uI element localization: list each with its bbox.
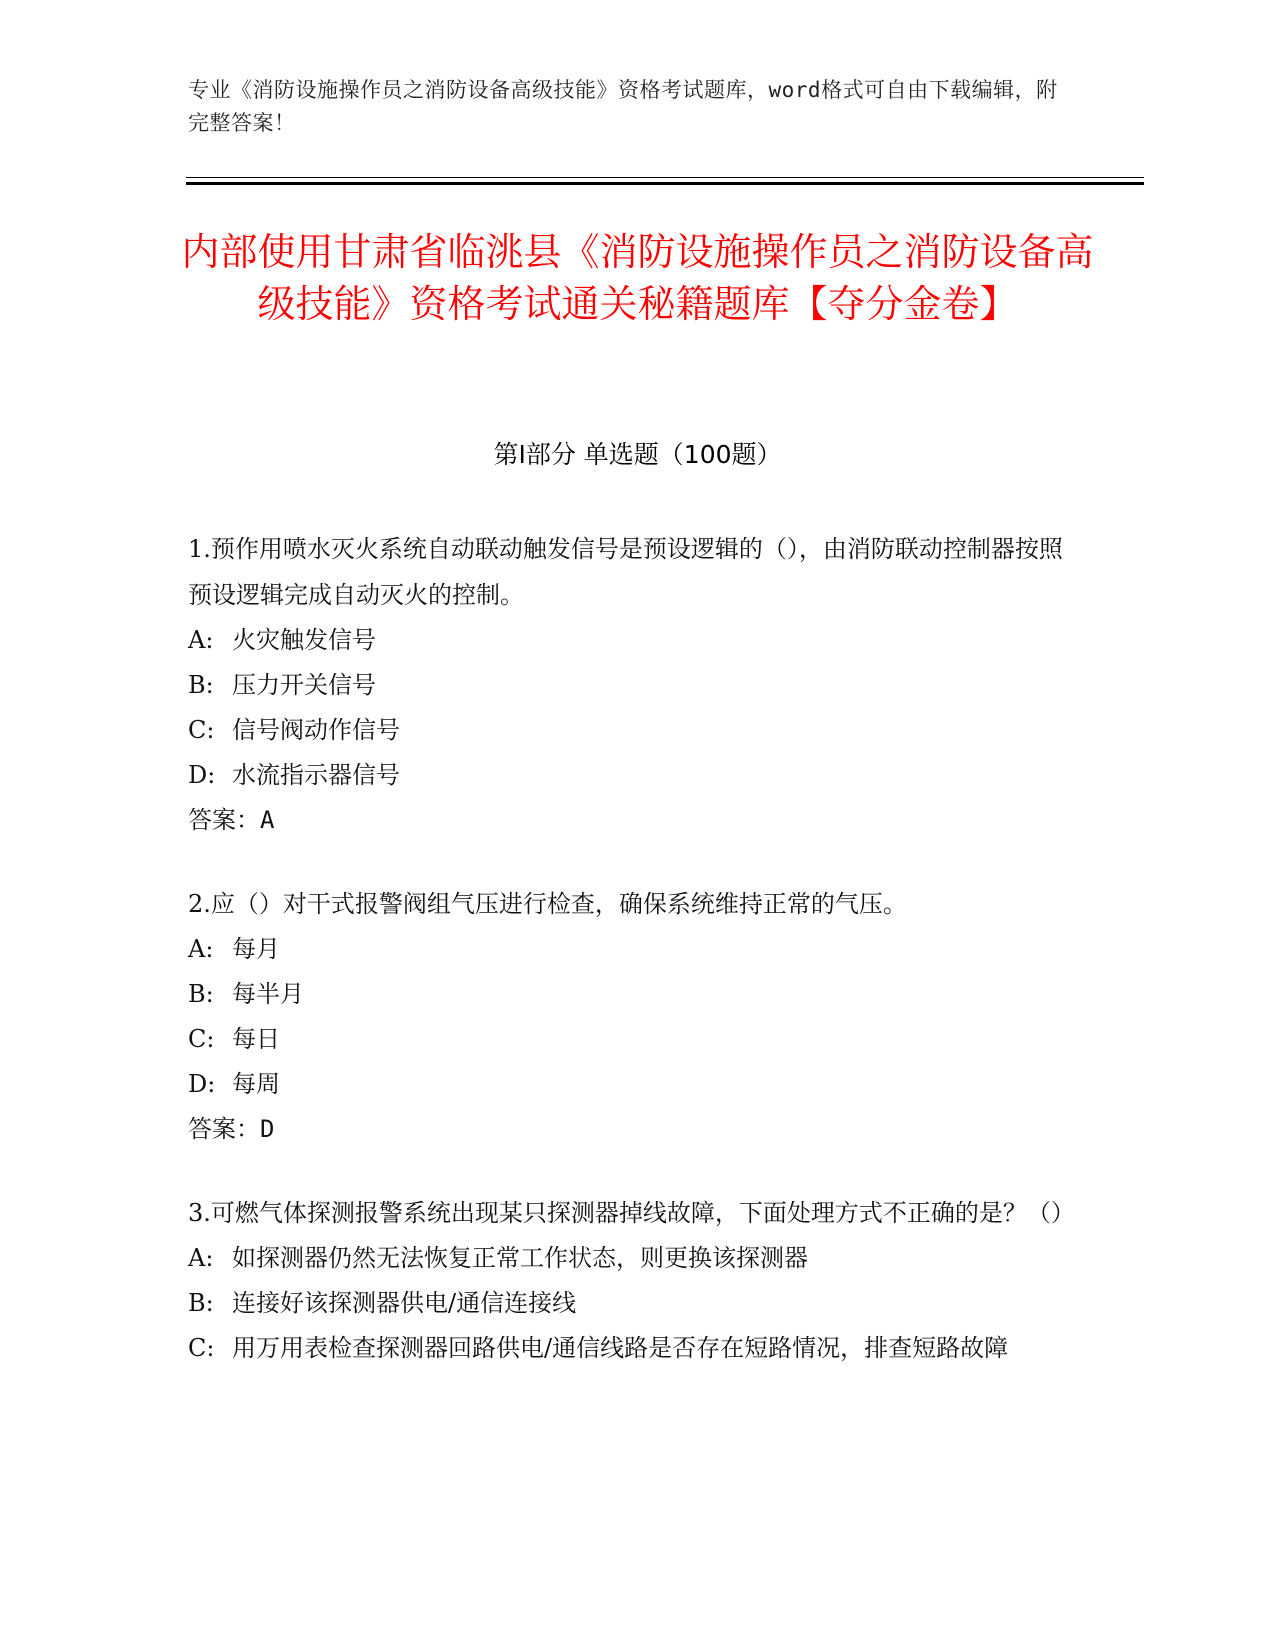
answer-line [188, 1107, 1068, 1152]
option-c [188, 1326, 1068, 1371]
option-a [188, 618, 1068, 663]
option-text: 水流指示器信号 [232, 761, 400, 789]
option-text: 信号阀动作信号 [232, 716, 400, 744]
answer-label: 答案： [188, 1115, 260, 1143]
header-rule-thin [186, 177, 1144, 178]
option-letter: A: [188, 1244, 214, 1272]
option-text: 如探测器仍然无法恢复正常工作状态，则更换该探测器 [232, 1244, 808, 1272]
option-d [188, 753, 1068, 798]
option-a [188, 1236, 1068, 1281]
question-1 [188, 526, 1068, 843]
question-stem: 2.应（）对干式报警阀组气压进行检查，确保系统维持正常的气压。 [188, 890, 907, 918]
option-d [188, 1062, 1068, 1107]
option-c [188, 1017, 1068, 1062]
question-3 [188, 1190, 1075, 1371]
option-text: 每日 [232, 1025, 280, 1053]
option-letter: B: [188, 1289, 214, 1317]
option-letter: A: [188, 935, 214, 963]
option-a [188, 927, 1068, 972]
question-stem: 1.预作用喷水灭火系统自动联动触发信号是预设逻辑的（），由消防联动控制器按照预设逻辑完成自动灭火的控制。 [188, 535, 1063, 609]
option-letter: C: [188, 1334, 215, 1362]
header-note: 专业《消防设施操作员之消防设备高级技能》资格考试题库，word格式可自由下载编辑，附完整答案！ [188, 78, 1058, 135]
option-text: 用万用表检查探测器回路供电/通信线路是否存在短路情况，排查短路故障 [232, 1334, 1009, 1362]
option-letter: C: [188, 1025, 215, 1053]
option-letter: B: [188, 671, 214, 699]
option-text: 连接好该探测器供电/通信连接线 [232, 1289, 577, 1317]
header-rule-thick [186, 182, 1144, 185]
option-letter: D: [188, 1070, 216, 1098]
answer-value: A [260, 806, 275, 834]
answer-value: D [260, 1115, 275, 1143]
answer-label: 答案： [188, 806, 260, 834]
option-text: 火灾触发信号 [232, 626, 376, 654]
option-letter: A: [188, 626, 214, 654]
option-letter: B: [188, 980, 214, 1008]
document-title: 内部使用甘肃省临洮县《消防设施操作员之消防设备高级技能》资格考试通关秘籍题库【夺分金卷】 [181, 230, 1094, 326]
question-2 [188, 881, 1068, 1152]
option-text: 每周 [232, 1070, 280, 1098]
option-b [188, 663, 1068, 708]
question-stem: 3.可燃气体探测报警系统出现某只探测器掉线故障，下面处理方式不正确的是？（） [188, 1199, 1075, 1227]
option-text: 每半月 [232, 980, 304, 1008]
question-list [188, 526, 1075, 1409]
option-letter: D: [188, 761, 216, 789]
option-letter: C: [188, 716, 215, 744]
option-c [188, 708, 1068, 753]
option-text: 每月 [232, 935, 280, 963]
option-b [188, 1281, 1068, 1326]
option-b [188, 972, 1068, 1017]
answer-line [188, 798, 1068, 843]
option-text: 压力开关信号 [232, 671, 376, 699]
section-heading: 第Ⅰ部分 单选题（100题） [493, 440, 782, 469]
